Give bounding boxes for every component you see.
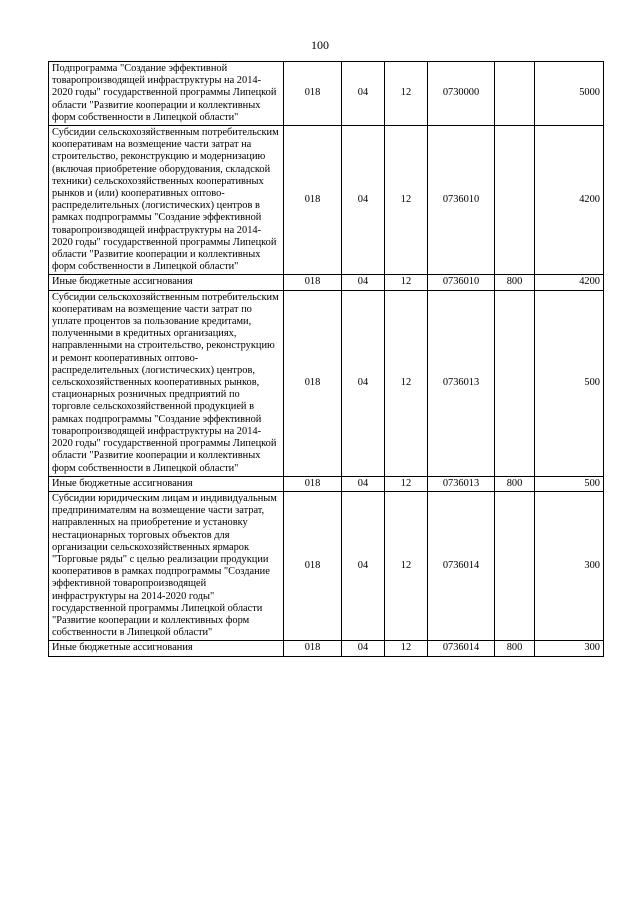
table-row — [49, 62, 604, 126]
amount: 300 — [535, 491, 604, 640]
amount: 5000 — [535, 62, 604, 126]
table-row — [49, 275, 604, 290]
expense-type — [495, 62, 535, 126]
section-code: 04 — [342, 62, 385, 126]
budget-table — [48, 61, 604, 657]
target-article: 0736010 — [428, 126, 495, 275]
row-name: Иные бюджетные ассигнования — [49, 275, 284, 290]
table-row — [49, 491, 604, 640]
subsection-code: 12 — [385, 126, 428, 275]
row-name: Подпрограмма "Создание эффективной товаропроизводящей инфраструктуры на 2014-2020 годы" государственной программы Липецкой области "Развитие кооперации и коллективных форм собственности в Липецкой области" — [49, 62, 284, 126]
target-article: 0736013 — [428, 476, 495, 491]
amount: 500 — [535, 290, 604, 476]
expense-type: 800 — [495, 641, 535, 656]
target-article: 0730000 — [428, 62, 495, 126]
ministry-code: 018 — [284, 641, 342, 656]
subsection-code: 12 — [385, 491, 428, 640]
row-name: Иные бюджетные ассигнования — [49, 641, 284, 656]
subsection-code: 12 — [385, 476, 428, 491]
ministry-code: 018 — [284, 126, 342, 275]
page-number: 100 — [311, 38, 329, 52]
section-code: 04 — [342, 491, 385, 640]
table-row — [49, 641, 604, 656]
amount: 4200 — [535, 275, 604, 290]
subsection-code: 12 — [385, 641, 428, 656]
amount: 500 — [535, 476, 604, 491]
ministry-code: 018 — [284, 491, 342, 640]
row-name: Субсидии сельскохозяйственным потребительским кооперативам на возмещение части затрат на строительство, реконструкцию и модернизацию (включая приобретение оборудования, складской техники) сельскохозяйственных кооперативных рынков и (или) кооперативных оптово-распределительных (логистических) центров в рамках подпрограммы "Создание эффективной товаропроизводящей инфраструктуры на 2014-2020 годы" государственной программы Липецкой области "Развитие кооперации и коллективных форм собственности в Липецкой области" — [49, 126, 284, 275]
amount: 300 — [535, 641, 604, 656]
section-code: 04 — [342, 290, 385, 476]
subsection-code: 12 — [385, 62, 428, 126]
expense-type — [495, 126, 535, 275]
target-article: 0736014 — [428, 641, 495, 656]
ministry-code: 018 — [284, 290, 342, 476]
section-code: 04 — [342, 275, 385, 290]
subsection-code: 12 — [385, 275, 428, 290]
row-name: Иные бюджетные ассигнования — [49, 476, 284, 491]
subsection-code: 12 — [385, 290, 428, 476]
table-row — [49, 290, 604, 476]
table-row — [49, 126, 604, 275]
ministry-code: 018 — [284, 275, 342, 290]
expense-type — [495, 290, 535, 476]
expense-type — [495, 491, 535, 640]
ministry-code: 018 — [284, 476, 342, 491]
expense-type: 800 — [495, 275, 535, 290]
table-row — [49, 476, 604, 491]
ministry-code: 018 — [284, 62, 342, 126]
expense-type: 800 — [495, 476, 535, 491]
amount: 4200 — [535, 126, 604, 275]
section-code: 04 — [342, 641, 385, 656]
target-article: 0736014 — [428, 491, 495, 640]
row-name: Субсидии юридическим лицам и индивидуальным предпринимателям на возмещение части затрат, направленных на приобретение и установку нестационарных торговых объектов для организации сельскохозяйственных ярмарок "Торговые ряды" с целью реализации продукции кооперативов в рамках подпрограммы "Создание эффективной товаропроизводящей инфраструктуры на 2014-2020 годы" государственной программы Липецкой области "Развитие кооперации и коллективных форм собственности в Липецкой области" — [49, 491, 284, 640]
target-article: 0736013 — [428, 290, 495, 476]
section-code: 04 — [342, 476, 385, 491]
target-article: 0736010 — [428, 275, 495, 290]
section-code: 04 — [342, 126, 385, 275]
row-name: Субсидии сельскохозяйственным потребительским кооперативам на возмещение части затрат по уплате процентов за пользование кредитами, полученными в кредитных организациях, направленными на строительство, реконструкцию и ремонт кооперативных оптово-распределительных (логистических) центров, сельскохозяйственных кооперативных рынков, стационарных розничных предприятий по торговле сельскохозяйственной продукцией в рамках подпрограммы "Создание эффективной товаропроизводящей инфраструктуры на 2014-2020 годы" государственной программы Липецкой области "Развитие кооперации и коллективных форм собственности в Липецкой области" — [49, 290, 284, 476]
